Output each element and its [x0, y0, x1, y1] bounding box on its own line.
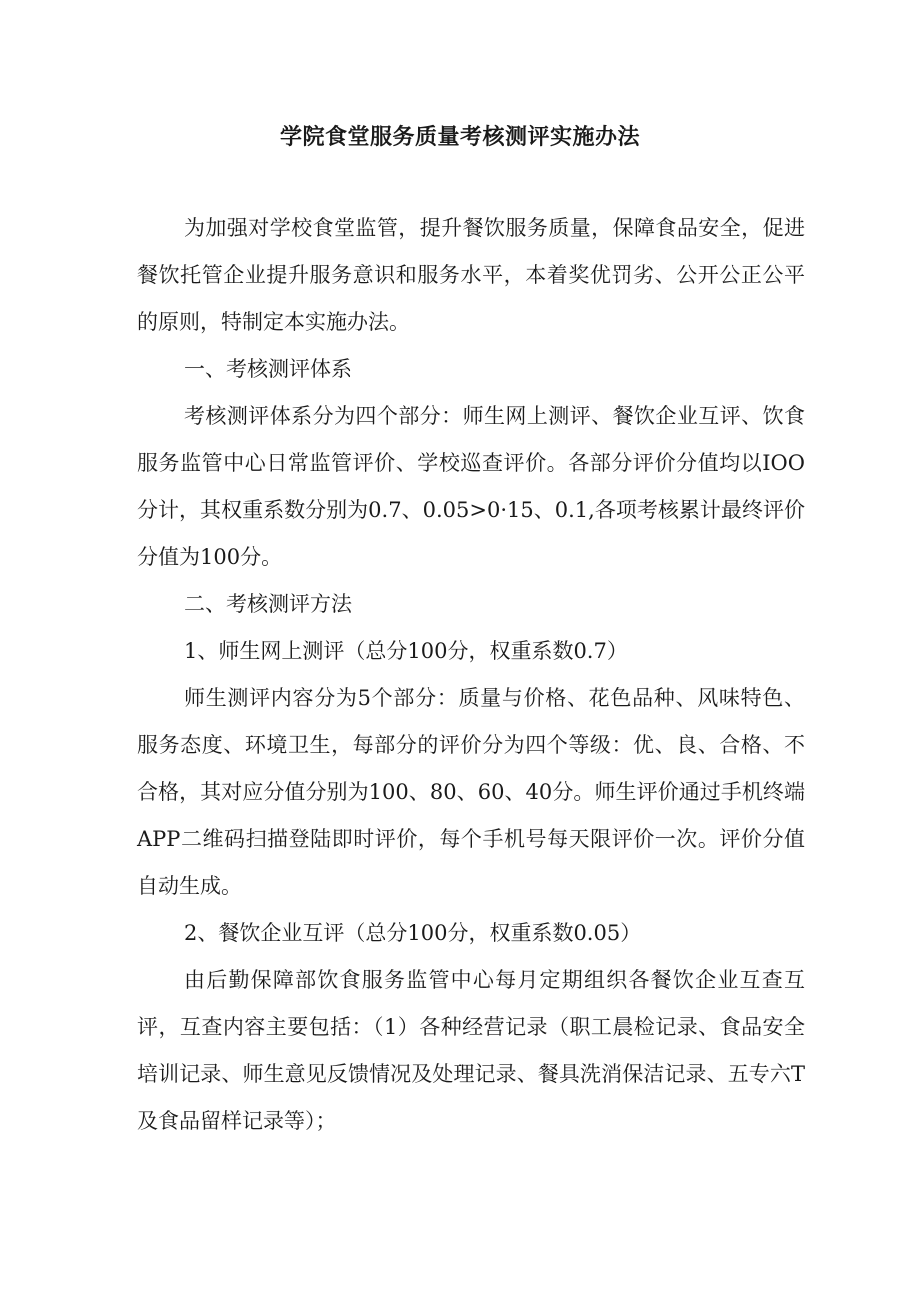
- subsection-1-paragraph: 师生测评内容分为5个部分：质量与价格、花色品种、风味特色、服务态度、环境卫生，每部分的评价分为四个等级：优、良、合格、不合格，其对应分值分别为100、80、60、40分。师生评价通过手机终端APP二维码扫描登陆即时评价，每个手机号每天限评价一次。评价分值自动生成。: [137, 686, 805, 898]
- section-1-paragraph: 考核测评体系分为四个部分：师生网上测评、餐饮企业互评、饮食服务监管中心日常监管评价、学校巡查评价。各部分评价分值均以IOO分计，其权重系数分别为0.7、0.05>0·15、0.1,各项考核累计最终评价分值为100分。: [137, 404, 805, 569]
- document-body: [137, 205, 805, 1145]
- subsection-heading-1: 1、师生网上测评（总分100分，权重系数0.7）: [184, 639, 628, 663]
- section-heading-1: 一、考核测评体系: [184, 357, 352, 381]
- subsection-heading-2: 2、餐饮企业互评（总分100分，权重系数0.05）: [184, 921, 642, 945]
- intro-paragraph: 为加强对学校食堂监管，提升餐饮服务质量，保障食品安全，促进餐饮托管企业提升服务意识和服务水平，本着奖优罚劣、公开公正公平的原则，特制定本实施办法。: [137, 216, 805, 334]
- document-title: 学院食堂服务质量考核测评实施办法: [279, 124, 640, 150]
- section-heading-2: 二、考核测评方法: [184, 592, 352, 616]
- subsection-2-paragraph: 由后勤保障部饮食服务监管中心每月定期组织各餐饮企业互查互评，互查内容主要包括：（1）各种经营记录（职工晨检记录、食品安全培训记录、师生意见反馈情况及处理记录、餐具洗消保洁记录、五专六T及食品留样记录等）；: [137, 968, 805, 1133]
